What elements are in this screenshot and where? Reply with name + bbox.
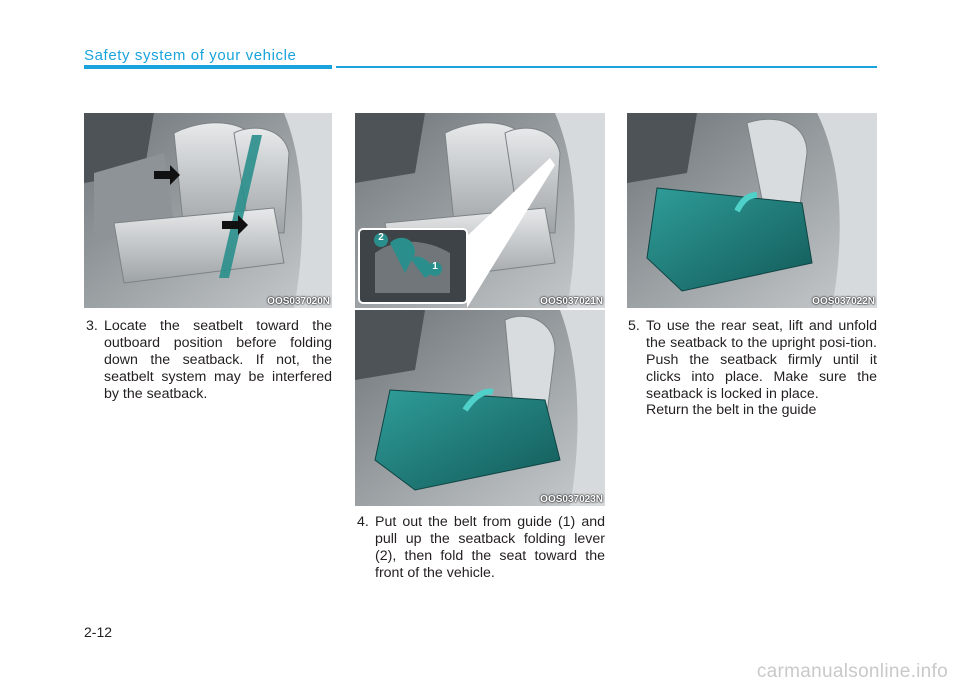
step-text: Put out the belt from guide (1) and pull up the seatback folding lever (2), then fold the seat toward the front of the vehicle. bbox=[375, 514, 605, 581]
step-4 bbox=[357, 514, 605, 582]
step-text: To use the rear seat, lift and unfold the seatback to the upright posi-tion. Push the seatback firmly until it clicks into place. Make sure the seatback is locked in place. bbox=[646, 318, 877, 402]
step-3 bbox=[86, 318, 332, 403]
figure-code: OOS037020N bbox=[267, 296, 330, 307]
figure-code: OOS037022N bbox=[812, 296, 875, 307]
step-number: 5. bbox=[628, 318, 640, 334]
step-number: 4. bbox=[357, 514, 369, 530]
step-5 bbox=[628, 318, 877, 403]
section-title: Safety system of your vehicle bbox=[84, 47, 297, 64]
figure-code: OOS037023N bbox=[540, 494, 603, 505]
seat-illustration bbox=[84, 113, 332, 308]
header-rule-thin bbox=[336, 66, 877, 68]
folded-seat-illustration bbox=[355, 310, 605, 506]
step-text: Locate the seatbelt toward the outboard position before folding down the seatback. If not, the seatbelt system may be interfered by the seatback. bbox=[104, 318, 332, 402]
figure-seat-folded bbox=[355, 310, 605, 506]
figure-seat-unfold bbox=[627, 113, 877, 308]
watermark: carmanualsonline.info bbox=[756, 661, 948, 682]
header-rule-thick bbox=[84, 65, 332, 69]
callout-2: 2 bbox=[378, 232, 384, 243]
figure-seatbelt-position bbox=[84, 113, 332, 308]
step-number: 3. bbox=[86, 318, 98, 334]
lever-illustration bbox=[355, 113, 605, 308]
step-5-note: Return the belt in the guide bbox=[646, 402, 817, 418]
callout-1: 1 bbox=[432, 261, 438, 272]
unfold-seat-illustration bbox=[627, 113, 877, 308]
page-number: 2-12 bbox=[84, 624, 113, 640]
figure-folding-lever bbox=[355, 113, 605, 308]
figure-code: OOS037021N bbox=[540, 296, 603, 307]
